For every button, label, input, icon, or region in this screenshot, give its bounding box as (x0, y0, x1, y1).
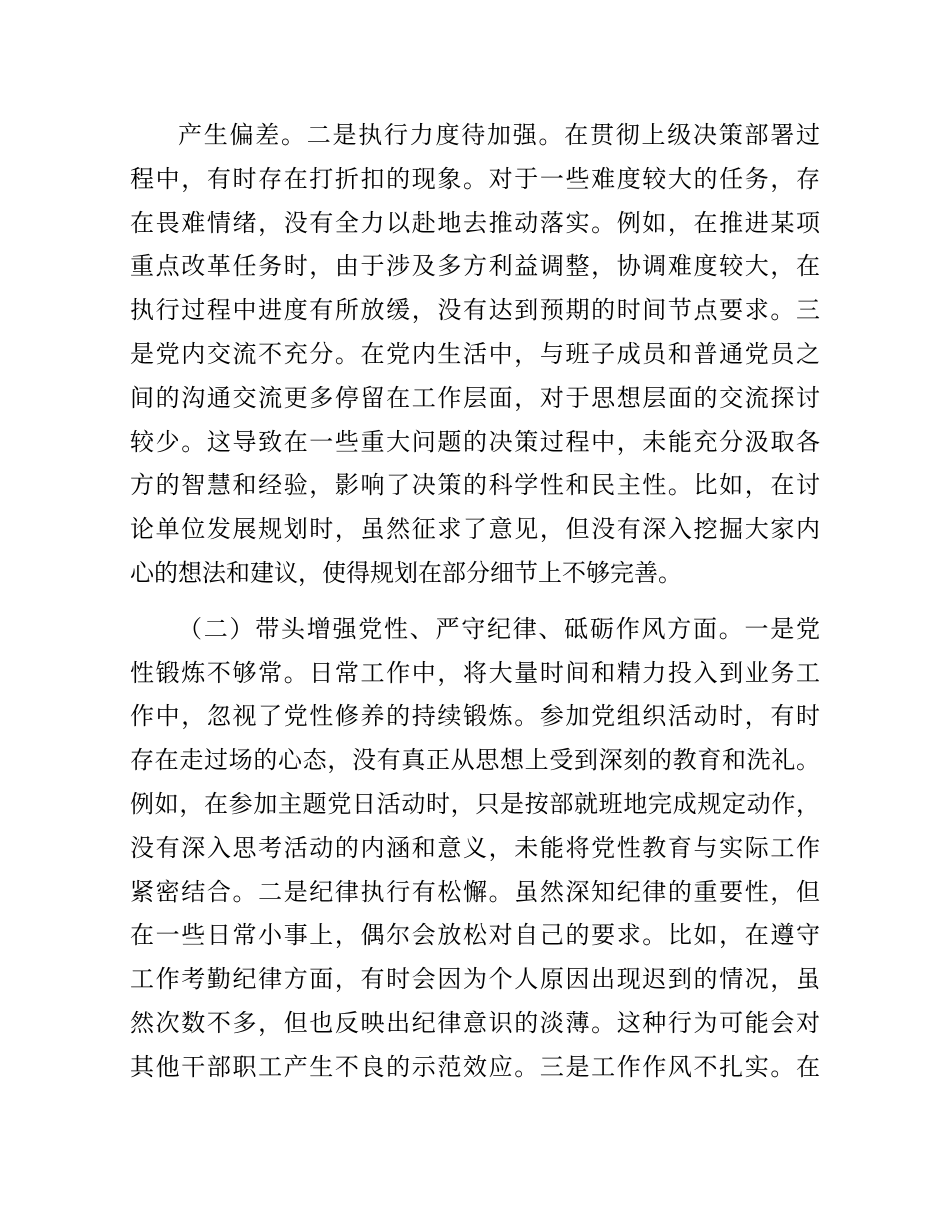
text-line: 较少。这导致在一些重大问题的决策过程中，未能充分汲取各 (130, 428, 820, 456)
text-line: （二）带头增强党性、严守纪律、砥砺作风方面。一是党 (178, 615, 820, 643)
paragraph-2 (130, 608, 820, 1090)
text-line: 性锻炼不够常。日常工作中，将大量时间和精力投入到业务工 (130, 659, 820, 687)
text-line: 然次数不多，但也反映出纪律意识的淡薄。这种行为可能会对 (130, 1009, 820, 1037)
text-line: 存在走过场的心态，没有真正从思想上受到深刻的教育和洗礼。 (130, 747, 820, 775)
text-line: 心的想法和建议，使得规划在部分细节上不够完善。 (130, 559, 682, 587)
text-line: 间的沟通交流更多停留在工作层面，对于思想层面的交流探讨 (130, 384, 820, 412)
document-body (130, 114, 820, 1102)
paragraph-1 (130, 114, 820, 596)
text-line: 在畏难情绪，没有全力以赴地去推动落实。例如，在推进某项 (130, 209, 820, 237)
text-line: 其他干部职工产生不良的示范效应。三是工作作风不扎实。在 (130, 1053, 820, 1081)
text-line: 执行过程中进度有所放缓，没有达到预期的时间节点要求。三 (130, 297, 820, 325)
text-line: 没有深入思考活动的内涵和意义，未能将党性教育与实际工作 (130, 834, 820, 862)
text-line: 例如，在参加主题党日活动时，只是按部就班地完成规定动作， (130, 790, 820, 818)
text-line: 紧密结合。二是纪律执行有松懈。虽然深知纪律的重要性，但 (130, 878, 820, 906)
text-line: 产生偏差。二是执行力度待加强。在贯彻上级决策部署过 (178, 122, 820, 149)
text-line: 工作考勤纪律方面，有时会因为个人原因出现迟到的情况，虽 (130, 966, 820, 994)
text-line: 论单位发展规划时，虽然征求了意见，但没有深入挖掘大家内 (130, 516, 820, 544)
text-line: 作中，忽视了党性修养的持续锻炼。参加党组织活动时，有时 (130, 703, 820, 731)
text-line: 在一些日常小事上，偶尔会放松对自己的要求。比如，在遵守 (130, 922, 820, 950)
text-line: 方的智慧和经验，影响了决策的科学性和民主性。比如，在讨 (130, 472, 820, 500)
text-line: 是党内交流不充分。在党内生活中，与班子成员和普通党员之 (130, 340, 820, 368)
text-line: 重点改革任务时，由于涉及多方利益调整，协调难度较大，在 (130, 253, 820, 281)
text-line: 程中，有时存在打折扣的现象。对于一些难度较大的任务，存 (130, 165, 820, 193)
